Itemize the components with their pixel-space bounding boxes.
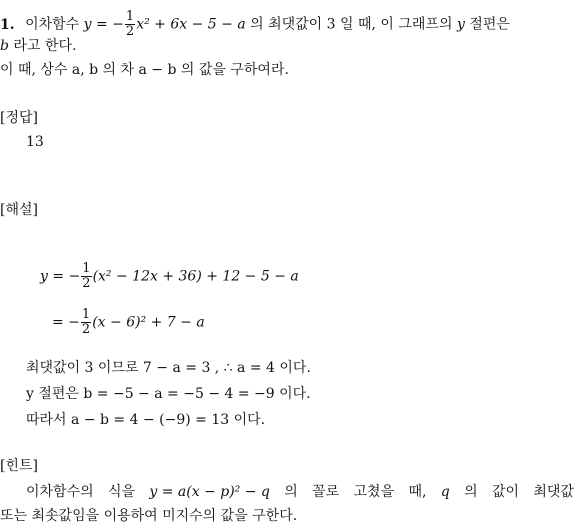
hint-line-1: 이차함수의 식을 y = a(x − p)² − q 의 꼴로 고쳤을 때, q 의 값이 최댓값: [26, 484, 574, 500]
hint-label: [힌트]: [0, 458, 38, 474]
solution-equation-1: y = − $\frac{1}{2}$ (x² − 12x + 36) + 12 − 5 − a: [40, 261, 299, 291]
solution-step-1: 최댓값이 3 이므로 7 − a = 3 , ∴ a = 4 이다.: [26, 360, 311, 376]
fraction: $\frac{1}{2}$: [82, 261, 91, 291]
hint-line-2: 또는 최솟값임을 이용하여 미지수의 값을 구한다.: [0, 508, 298, 524]
answer-value: 13: [26, 134, 44, 150]
problem-line-1: 1. 이차함수 y = − $\frac{1}{2}$ x² + 6x − 5 − a 의 최댓값이 3 일 때, 이 그래프의 y 절편은: [0, 9, 510, 39]
fraction: $\frac{1}{2}$: [125, 9, 135, 39]
problem-line-2: b 라고 한다.: [0, 38, 77, 54]
answer-label: [정답]: [0, 110, 38, 126]
solution-label: [해설]: [0, 202, 38, 218]
solution-step-3: 따라서 a − b = 4 − (−9) = 13 이다.: [26, 412, 266, 428]
problem-number: 1.: [0, 16, 15, 33]
solution-step-2: y 절편은 b = −5 − a = −5 − 4 = −9 이다.: [26, 386, 311, 402]
fraction: $\frac{1}{2}$: [81, 307, 91, 337]
solution-equation-2: = − $\frac{1}{2}$ (x − 6)² + 7 − a: [52, 307, 205, 337]
problem-line-3: 이 때, 상수 a, b 의 차 a − b 의 값을 구하여라.: [0, 62, 289, 78]
